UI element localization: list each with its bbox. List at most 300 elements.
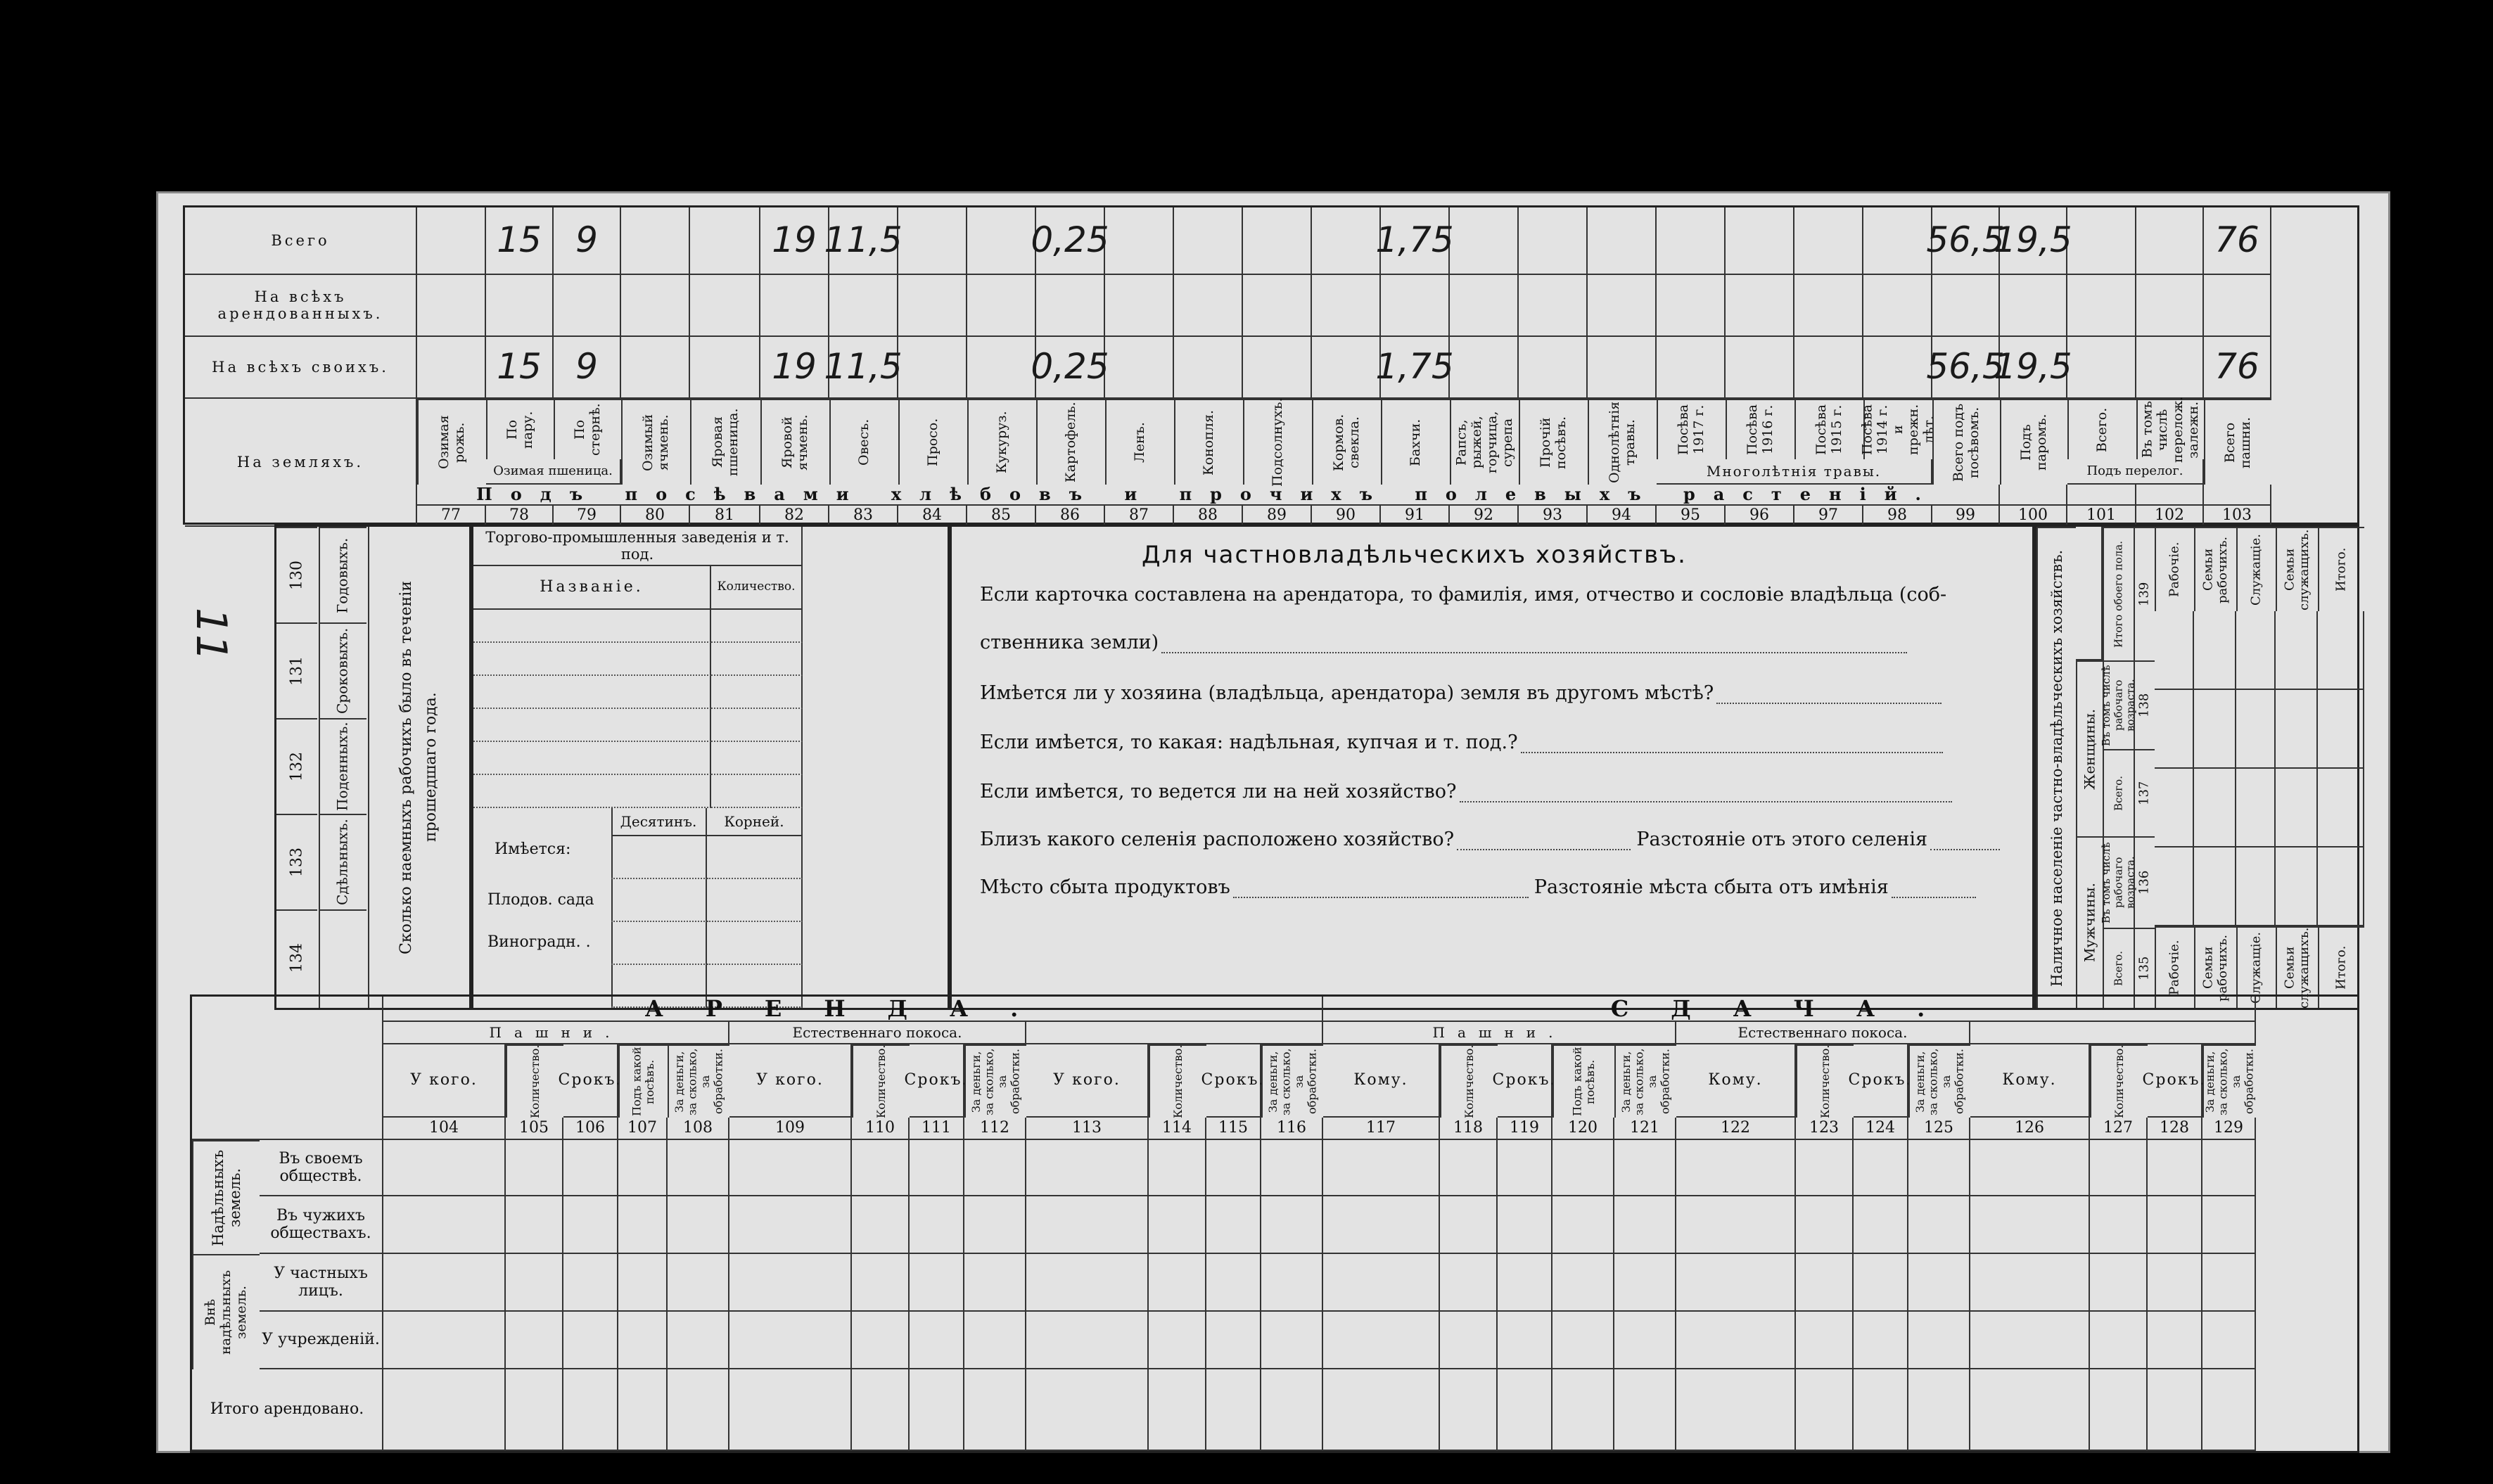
column-number: 85 (967, 506, 1036, 527)
answer-line[interactable] (1521, 749, 1943, 753)
hired-workers-box (274, 525, 471, 1010)
value-cell (1498, 1196, 1552, 1254)
column-number: 90 (1312, 506, 1381, 527)
vsego-value (1726, 207, 1794, 275)
column-header: У кого. (383, 1044, 506, 1118)
trade-qty-line (711, 742, 803, 775)
value-cell (729, 1312, 852, 1369)
svoikh-value (1794, 337, 1863, 399)
column-number: 95 (1657, 506, 1726, 527)
value-cell (1261, 1140, 1323, 1196)
column-header: Срокъ. (1498, 1044, 1552, 1118)
value-cell (1854, 1369, 1908, 1451)
worker-col-number: 134 (276, 909, 317, 1005)
value-cell (2202, 1196, 2256, 1254)
column-header: Кому. (1970, 1044, 2090, 1118)
vsego-value (2067, 207, 2136, 275)
value-cell (1206, 1196, 1261, 1254)
private-title: Для частновладѣльческихъ хозяйствъ. (1142, 541, 1687, 569)
trade-qty-line (711, 676, 803, 709)
column-header: Количество. (852, 1044, 910, 1118)
total-row-label: Итого арендовано. (192, 1369, 383, 1451)
question-line (980, 725, 2000, 753)
svoikh-value (1519, 337, 1588, 399)
arend-value (2136, 275, 2204, 337)
svoikh-value (1174, 337, 1243, 399)
trade-name-line (473, 643, 711, 676)
vsego-value (1450, 207, 1519, 275)
value-cell (1206, 1254, 1261, 1312)
value-cell (1796, 1312, 1854, 1369)
value-cell (910, 1196, 964, 1254)
value-cell (618, 1312, 668, 1369)
svoikh-value (2136, 337, 2204, 399)
value-cell (1796, 1369, 1854, 1451)
column-number: 121 (1614, 1118, 1676, 1140)
value-cell (2155, 769, 2194, 847)
value-cell (852, 1196, 910, 1254)
column-number: 115 (1206, 1118, 1261, 1140)
men-label: Мужчины. (2076, 836, 2103, 1008)
column-number: 96 (1726, 506, 1794, 527)
answer-line[interactable] (1161, 649, 1907, 653)
svoikh-value: 15 (486, 337, 554, 399)
arend-value (1243, 275, 1312, 337)
column-number: 124 (1854, 1118, 1908, 1140)
value-cell (506, 1196, 563, 1254)
question-text: Если имѣется, то ведется ли на ней хозяйство? (980, 781, 1457, 802)
value-cell (910, 1140, 964, 1196)
column-header: Въ томъ числѣ перелож. залежн. (2136, 399, 2204, 459)
right-head-bottom: Семьи служащихъ. (2276, 926, 2318, 1008)
column-header: Количество. (1440, 1044, 1498, 1118)
arend-value (967, 275, 1036, 337)
svoikh-value: 0,25 (1036, 337, 1105, 399)
column-header: Бахчи. (1381, 399, 1450, 485)
value-cell (1498, 1140, 1552, 1196)
answer-line[interactable] (1716, 700, 1942, 704)
orchard-value (611, 879, 707, 922)
arend-value (554, 275, 621, 337)
korney-header: Корней. (707, 808, 803, 836)
value-cell (852, 1369, 910, 1451)
value-cell (2148, 1369, 2202, 1451)
question-text: ственника земли) (980, 632, 1159, 653)
value-cell (2194, 847, 2236, 926)
value-cell (563, 1140, 618, 1196)
column-header: У кого. (1026, 1044, 1149, 1118)
column-number: 114 (1149, 1118, 1206, 1140)
value-cell (2202, 1312, 2256, 1369)
population-col-label: Въ томъ числѣ рабочаго возраста. (2103, 836, 2134, 928)
value-cell (1614, 1140, 1676, 1196)
column-header: Посѣва 1914 г. и прежн. лѣт. (1863, 399, 1932, 459)
column-number: 126 (1970, 1118, 2090, 1140)
population-col-label: Въ томъ числѣ рабочаго возраста. (2103, 660, 2134, 749)
value-cell (964, 1254, 1026, 1312)
value-cell (2236, 769, 2276, 847)
worker-numbers (276, 527, 320, 1008)
vsego-value (417, 207, 486, 275)
vsego-value: 56,5 (1932, 207, 2000, 275)
arend-value (829, 275, 898, 337)
value-cell (729, 1369, 852, 1451)
question-line (980, 676, 2000, 704)
value-cell (1498, 1369, 1552, 1451)
value-cell (2090, 1140, 2148, 1196)
question-text: Разстояніе мѣста сбыта отъ имѣнія (1534, 876, 1889, 898)
column-number: 106 (563, 1118, 618, 1140)
row-label: Въ своемъ обществѣ. (260, 1140, 383, 1196)
svoikh-value (1726, 337, 1794, 399)
answer-line[interactable] (1930, 846, 2000, 850)
value-cell (2318, 769, 2364, 847)
value-cell (1614, 1312, 1676, 1369)
column-number: 125 (1908, 1118, 1970, 1140)
column-header: Прочій посѣвъ. (1519, 399, 1588, 485)
vsego-value (1588, 207, 1657, 275)
sub-group: Естественнаго покоса. (729, 1022, 1026, 1044)
column-number: 129 (2202, 1118, 2256, 1140)
question-line (980, 774, 2000, 802)
right-head-top: Итого. (2318, 527, 2364, 611)
column-header: У кого. (729, 1044, 852, 1118)
value-cell (729, 1196, 852, 1254)
value-cell (1676, 1369, 1796, 1451)
private-farm-questions (950, 525, 2034, 1010)
column-number: 82 (760, 506, 829, 527)
value-cell (1323, 1140, 1440, 1196)
vsego-value (1794, 207, 1863, 275)
value-cell (964, 1196, 1026, 1254)
column-number: 79 (554, 506, 621, 527)
arend-value (1657, 275, 1726, 337)
question-text: Близъ какого селенія расположено хозяйство? (980, 829, 1455, 850)
worker-col-label: Сдѣльныхъ. (319, 814, 366, 909)
value-cell (1676, 1140, 1796, 1196)
value-cell (1149, 1254, 1206, 1312)
value-cell (563, 1369, 618, 1451)
trade-header: Торгово-промышленныя заведенія и т. под. (473, 527, 803, 566)
vsego-value (1243, 207, 1312, 275)
column-header: Срокъ. (1854, 1044, 1908, 1118)
column-header: Количество. (1796, 1044, 1854, 1118)
value-cell (1498, 1312, 1552, 1369)
column-header: Просо. (898, 399, 967, 485)
svoikh-value (1863, 337, 1932, 399)
trade-qty-line (711, 775, 803, 808)
worker-col-number: 133 (276, 814, 317, 909)
value-cell (383, 1369, 506, 1451)
sdacha-banner: СДАЧА. (1323, 997, 2256, 1022)
trade-qty-line (711, 643, 803, 676)
column-header: Подъ какой посѣвъ. (1552, 1044, 1614, 1118)
column-number: 83 (829, 506, 898, 527)
column-number: 107 (618, 1118, 668, 1140)
value-cell (852, 1140, 910, 1196)
value-cell (1026, 1369, 1149, 1451)
value-cell (1440, 1196, 1498, 1254)
value-cell (2194, 769, 2236, 847)
vineyard-label: Виноградн. . (487, 933, 591, 951)
column-header: Рапсъ, рыжей, горчица, сурепа (1450, 399, 1519, 485)
value-cell (729, 1254, 852, 1312)
trade-qty-header: Количество. (711, 566, 803, 610)
vsego-value: 11,5 (829, 207, 898, 275)
value-cell (1552, 1312, 1614, 1369)
value-cell (2236, 611, 2276, 690)
row-label: Въ чужихъ обществахъ. (260, 1196, 383, 1254)
value-cell (1854, 1140, 1908, 1196)
value-cell (852, 1312, 910, 1369)
value-cell (1854, 1312, 1908, 1369)
orchard-value (707, 922, 803, 965)
vsego-value: 15 (486, 207, 554, 275)
value-cell (1440, 1369, 1498, 1451)
row-label: На земляхъ. (185, 399, 417, 527)
column-number: 120 (1552, 1118, 1614, 1140)
trade-name-line (473, 709, 711, 742)
value-cell (1552, 1140, 1614, 1196)
column-number: 93 (1519, 506, 1588, 527)
row-label: Всего (185, 207, 417, 275)
value-cell (1796, 1140, 1854, 1196)
column-number: 128 (2148, 1118, 2202, 1140)
value-cell (2090, 1312, 2148, 1369)
column-header: За деньги, за сколько, за обработки. (1261, 1044, 1323, 1118)
value-cell (563, 1312, 618, 1369)
value-cell (668, 1254, 729, 1312)
population-col-label: Итого обоего пола. (2103, 527, 2134, 660)
column-header: Всего пашни. (2204, 399, 2271, 485)
right-head-top: Семьи рабочихъ. (2194, 527, 2236, 611)
column-number: 81 (690, 506, 760, 527)
population-label: Наличное населеніе частно-владѣльческихъ хозяйствъ. (2036, 527, 2076, 1008)
vsego-value (967, 207, 1036, 275)
question-line (980, 625, 2000, 653)
column-header: Однолѣтнія травы. (1588, 399, 1657, 485)
arend-value (417, 275, 486, 337)
sub-group: Пашни. (1323, 1022, 1676, 1044)
value-cell (2318, 611, 2364, 690)
column-header: Кому. (1323, 1044, 1440, 1118)
value-cell (1908, 1140, 1970, 1196)
column-number: 92 (1450, 506, 1519, 527)
value-cell (2194, 611, 2236, 690)
column-number: 112 (964, 1118, 1026, 1140)
column-header: Посѣва 1915 г. (1794, 399, 1863, 459)
svoikh-value (621, 337, 690, 399)
column-header: Озимая рожь. (417, 399, 486, 485)
value-cell (563, 1196, 618, 1254)
arend-value (898, 275, 967, 337)
column-number: 87 (1105, 506, 1174, 527)
row-label: На всѣхъ своихъ. (185, 337, 417, 399)
vsego-value: 9 (554, 207, 621, 275)
orchard-value (707, 879, 803, 922)
group-label: Озимая пшеница. (486, 459, 621, 485)
vsego-value: 19,5 (2000, 207, 2067, 275)
population-col-number: 137 (2134, 749, 2155, 836)
value-cell (1149, 1369, 1206, 1451)
svoikh-value: 56,5 (1932, 337, 2000, 399)
column-header: Яровая пшеница. (690, 399, 760, 485)
value-cell (2090, 1254, 2148, 1312)
value-cell (1970, 1369, 2090, 1451)
answer-line[interactable] (1460, 798, 1952, 802)
value-cell (1676, 1312, 1796, 1369)
vsego-value (1105, 207, 1174, 275)
value-cell (2155, 611, 2194, 690)
column-number: 117 (1323, 1118, 1440, 1140)
column-header: Овесъ. (829, 399, 898, 485)
orchard-value (707, 836, 803, 879)
value-cell (2148, 1140, 2202, 1196)
row-group-label: Надѣльныхъ земель. (192, 1140, 260, 1254)
column-header: Срокъ. (1206, 1044, 1261, 1118)
trade-name-line (473, 676, 711, 709)
column-number: 94 (1588, 506, 1657, 527)
value-cell (506, 1369, 563, 1451)
answer-line[interactable] (1233, 894, 1529, 898)
column-header: Посѣва 1916 г. (1726, 399, 1794, 459)
worker-labels (319, 527, 369, 1008)
margin-handwritten-number: 11 (186, 607, 236, 662)
value-cell (1552, 1254, 1614, 1312)
value-cell (1323, 1369, 1440, 1451)
value-cell (383, 1196, 506, 1254)
column-header: Яровой ячмень. (760, 399, 829, 485)
column-number: 113 (1026, 1118, 1149, 1140)
vsego-value (1863, 207, 1932, 275)
sub-group: Пашни. (383, 1022, 729, 1044)
value-cell (729, 1140, 852, 1196)
question-text: Разстояніе отъ этого селенія (1636, 829, 1928, 850)
svoikh-value: 9 (554, 337, 621, 399)
column-header: Срокъ. (910, 1044, 964, 1118)
value-cell (1552, 1196, 1614, 1254)
value-cell (910, 1254, 964, 1312)
column-number: 111 (910, 1118, 964, 1140)
column-number: 109 (729, 1118, 852, 1140)
value-cell (1854, 1196, 1908, 1254)
value-cell (1676, 1254, 1796, 1312)
value-cell (2236, 847, 2276, 926)
arend-value (1381, 275, 1450, 337)
blank-cell (2204, 485, 2271, 506)
svoikh-value (1657, 337, 1726, 399)
column-header: Количество. (1149, 1044, 1206, 1118)
sub-group (1970, 1022, 2256, 1044)
arend-value (1450, 275, 1519, 337)
column-number: 123 (1796, 1118, 1854, 1140)
trade-qty-line (711, 610, 803, 643)
value-cell (1323, 1196, 1440, 1254)
value-cell (2276, 611, 2318, 690)
sub-group: Естественнаго покоса. (1676, 1022, 1970, 1044)
value-cell (1552, 1369, 1614, 1451)
value-cell (1854, 1254, 1908, 1312)
hired-workers-question: Сколько наемныхъ рабочихъ было въ теченіи прошедшаго года. (397, 580, 440, 954)
value-cell (1149, 1196, 1206, 1254)
value-cell (1498, 1254, 1552, 1312)
orchard-label: Плодов. сада (487, 891, 594, 909)
corner-cell (192, 997, 383, 1140)
vsego-value: 76 (2204, 207, 2271, 275)
worker-col-number: 130 (276, 527, 317, 622)
svoikh-value: 19 (760, 337, 829, 399)
question-text: Если карточка составлена на арендатора, то фамилія, имя, отчество и сословіе владѣльца (соб- (980, 584, 1947, 606)
column-number: 89 (1243, 506, 1312, 527)
column-number: 119 (1498, 1118, 1552, 1140)
value-cell (383, 1312, 506, 1369)
answer-line[interactable] (1892, 894, 1976, 898)
right-head-bottom: Итого. (2318, 926, 2364, 1008)
answer-line[interactable] (1457, 846, 1631, 850)
value-cell (1206, 1312, 1261, 1369)
value-cell (2194, 690, 2236, 769)
sown-area-table (183, 205, 2359, 525)
column-number: 118 (1440, 1118, 1498, 1140)
column-number: 108 (668, 1118, 729, 1140)
svoikh-value: 19,5 (2000, 337, 2067, 399)
value-cell (852, 1254, 910, 1312)
value-cell (1026, 1254, 1149, 1312)
column-header: За деньги, за сколько, за обработки. (1614, 1044, 1676, 1118)
vsego-value (621, 207, 690, 275)
value-cell (2148, 1196, 2202, 1254)
column-number: 102 (2136, 506, 2204, 527)
blank-cell (2067, 485, 2136, 506)
column-header: Подъ паромъ. (2000, 399, 2067, 485)
blank-cell (2136, 485, 2204, 506)
svoikh-value (1312, 337, 1381, 399)
population-col-number: 138 (2134, 660, 2155, 749)
column-number: 110 (852, 1118, 910, 1140)
column-number: 127 (2090, 1118, 2148, 1140)
arend-value (1588, 275, 1657, 337)
worker-col-label: Годовыхъ. (319, 527, 366, 622)
column-header: Посѣва 1917 г. (1657, 399, 1726, 459)
value-cell (1261, 1312, 1323, 1369)
row-label: У учрежденій. (260, 1312, 383, 1369)
value-cell (668, 1196, 729, 1254)
value-cell (2148, 1312, 2202, 1369)
right-head-bottom: Рабочіе. (2155, 926, 2194, 1008)
value-cell (1970, 1140, 2090, 1196)
value-cell (2090, 1369, 2148, 1451)
svoikh-value (690, 337, 760, 399)
question-line (980, 577, 2000, 606)
blank-cell (2076, 527, 2103, 660)
value-cell (2236, 690, 2276, 769)
trade-name-line (473, 610, 711, 643)
census-card-sheet (156, 191, 2390, 1453)
vsego-value (1519, 207, 1588, 275)
arend-value (2067, 275, 2136, 337)
column-number: 98 (1863, 506, 1932, 527)
value-cell (668, 1140, 729, 1196)
svoikh-value: 1,75 (1381, 337, 1450, 399)
column-header: Всего. (2067, 399, 2136, 459)
trade-name-line (473, 775, 711, 808)
value-cell (964, 1369, 1026, 1451)
value-cell (2276, 769, 2318, 847)
value-cell (618, 1196, 668, 1254)
question-text: Если имѣется, то какая: надѣльная, купчая и т. под.? (980, 731, 1518, 753)
svoikh-value (898, 337, 967, 399)
column-number: 116 (1261, 1118, 1323, 1140)
